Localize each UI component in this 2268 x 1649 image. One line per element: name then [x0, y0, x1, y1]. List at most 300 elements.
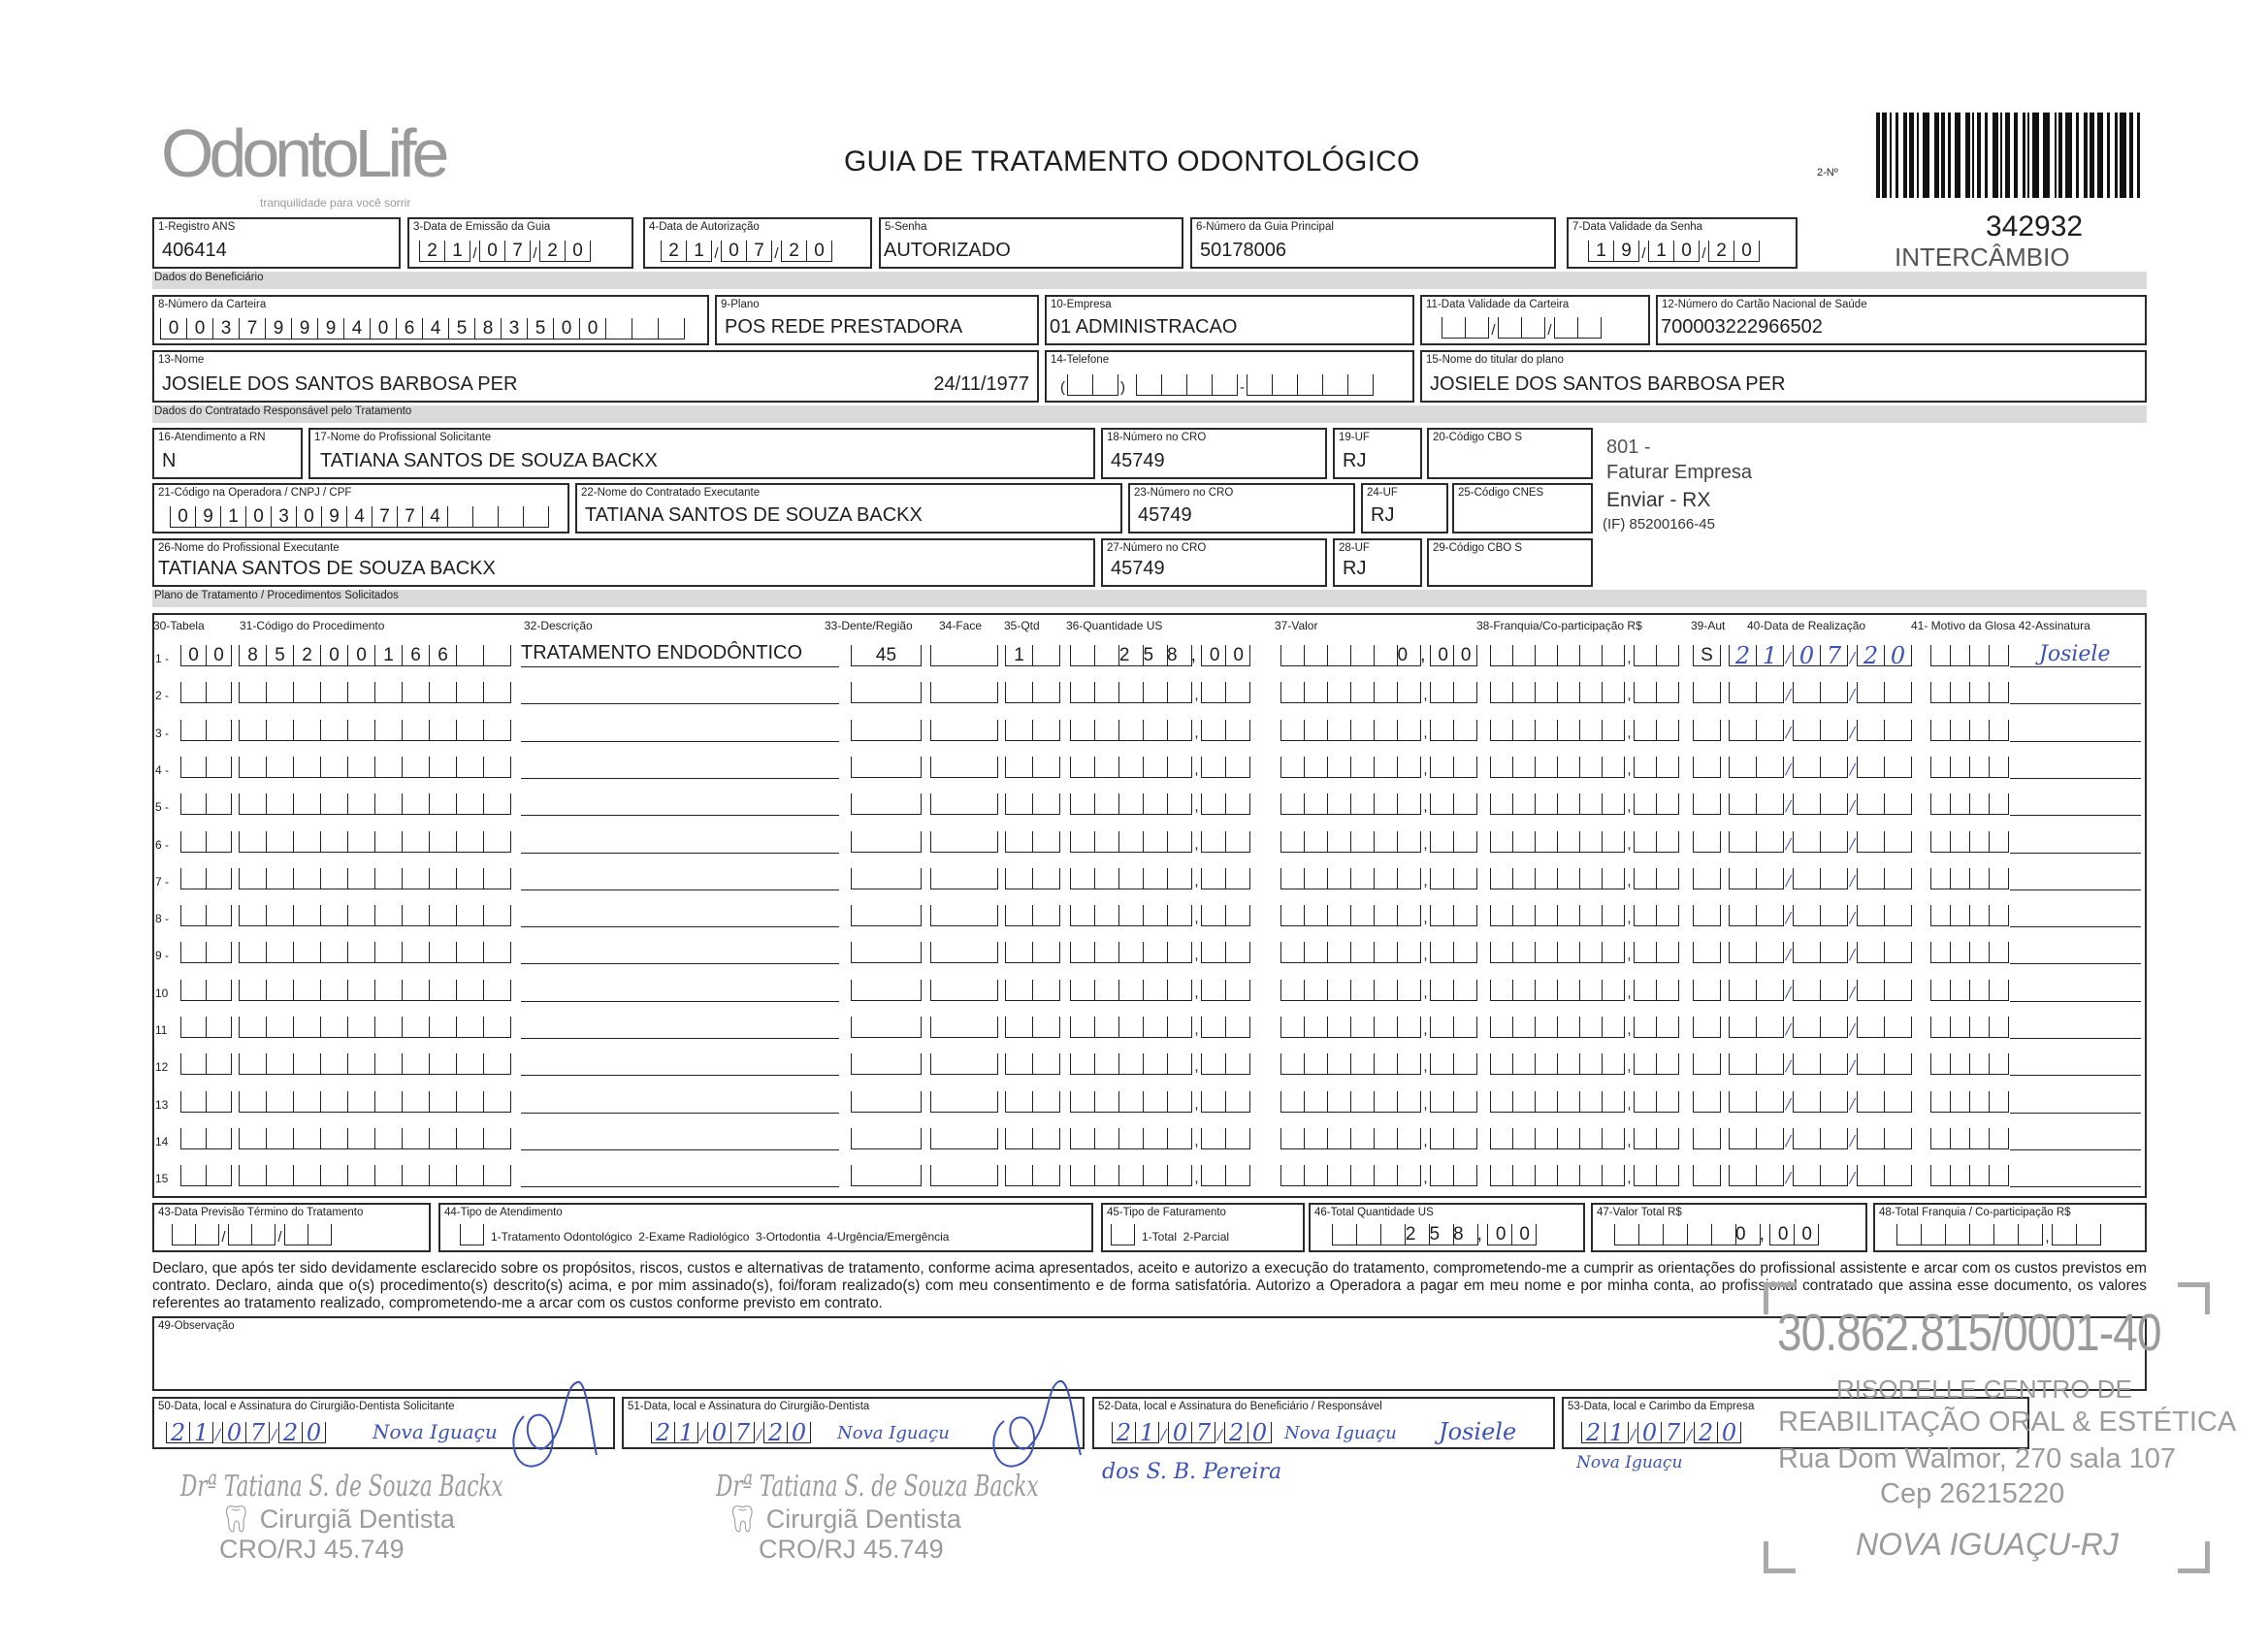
comb-cell: [1201, 831, 1225, 853]
field-label: 17-Nome do Profissional Solicitante: [314, 432, 492, 443]
comb-cell: [206, 757, 231, 778]
comb-cell: [1989, 1165, 2008, 1186]
procedure-row: [0, 828, 2268, 857]
comb-cell: [1535, 1165, 1557, 1186]
comb-cell: [1693, 1017, 1720, 1038]
procedure-qtd_us: [1070, 1017, 1250, 1038]
comb-cell: 2: [166, 1422, 189, 1443]
comb-cell: [1693, 1165, 1720, 1186]
procedure-valor: [1280, 793, 1477, 815]
tipo-faturamento-options: 1-Total 2-Parcial: [1142, 1230, 1230, 1244]
comb-cell: [206, 720, 231, 741]
comb-group: [160, 318, 685, 340]
comb-cell: [1793, 793, 1820, 815]
comb-cell: [180, 831, 206, 853]
comb-cell: 0: [479, 241, 504, 262]
date-separator: /: [1785, 946, 1792, 964]
comb-cell: [1005, 831, 1032, 853]
comb-cell: [1350, 682, 1374, 703]
field-label: 50-Data, local e Assinatura do Cirurgião-Dentista Solicitante: [158, 1401, 455, 1412]
comb-cell: [239, 1165, 266, 1186]
comb-cell: [180, 980, 206, 1001]
comb-cell: [1857, 1053, 1884, 1075]
comb-cell: [180, 793, 206, 815]
comb-cell: [1930, 1053, 1950, 1075]
field-label: 23-Número no CRO: [1134, 487, 1234, 499]
comb-group: [1693, 868, 1721, 889]
comb-group: [1793, 905, 1848, 926]
comb-cell: [1693, 1091, 1720, 1113]
comb-cell: 0: [1637, 1422, 1661, 1443]
comb-group: [1930, 1165, 2009, 1186]
comb-cell: 0: [806, 241, 831, 262]
comb-cell: [1512, 1017, 1535, 1038]
comb-group: [1857, 682, 1912, 703]
comb-cell: [1820, 905, 1847, 926]
comb-cell: [1490, 980, 1512, 1001]
barcode-bar: [2115, 113, 2118, 198]
comb-cell: [1201, 1017, 1225, 1038]
comb-cell: [1512, 1053, 1535, 1075]
comb-cell: [1304, 942, 1327, 963]
comb-cell: [374, 720, 402, 741]
procedure-qtd: [1005, 1017, 1060, 1038]
procedure-tabela: [180, 980, 232, 1001]
comb-cell: [374, 1165, 402, 1186]
comb-cell: [1756, 1091, 1783, 1113]
comb-group: [1280, 1017, 1421, 1038]
comb-group: [1070, 980, 1192, 1001]
comb-cell: [1032, 831, 1059, 853]
comb-cell: [1989, 1017, 2008, 1038]
comb-cell: [293, 1165, 320, 1186]
comb-cell: [1143, 980, 1167, 1001]
comb-cell: [228, 1224, 251, 1245]
comb-cell: [1374, 831, 1397, 853]
comb-cell: 1: [686, 241, 711, 262]
comb-cell: [402, 720, 429, 741]
signature-date: [166, 1419, 326, 1446]
procedure-descricao: [521, 1125, 839, 1150]
comb-cell: 9: [1613, 241, 1638, 262]
comb-cell: [605, 318, 632, 340]
comb-group: [1430, 1165, 1477, 1186]
comb-cell: [1350, 720, 1374, 741]
procedure-qtd: [1005, 682, 1060, 703]
decimal-separator: ,: [1194, 1021, 1199, 1038]
comb-cell: [293, 1053, 320, 1075]
comb-cell: [1896, 1224, 1921, 1245]
comb-value: 0,00: [1397, 645, 1484, 665]
decimal-separator: ,: [1194, 947, 1199, 964]
comb-group: [239, 1128, 511, 1149]
procedure-row: [0, 1125, 2268, 1154]
comb-group: [1430, 942, 1477, 963]
comb-group: [1729, 720, 1784, 741]
comb-cell: [1374, 980, 1397, 1001]
comb-cell: [1201, 868, 1225, 889]
procedure-glosa: [1930, 757, 2009, 778]
comb-cell: [1602, 1165, 1624, 1186]
procedure-descricao: [521, 1051, 839, 1076]
comb-cell: [1094, 1017, 1118, 1038]
comb-group: [1930, 831, 2009, 853]
field-value: RJ: [1371, 504, 1395, 526]
decimal-separator: ,: [1423, 1132, 1428, 1149]
barcode-bar: [1965, 113, 1970, 198]
field-uf-24: [1361, 483, 1448, 534]
comb-cell: [1430, 1017, 1453, 1038]
comb-group: [239, 757, 511, 778]
comb-cell: [1756, 831, 1783, 853]
comb-cell: [1327, 793, 1350, 815]
comb-cell: [1167, 868, 1191, 889]
comb-cell: [1350, 942, 1374, 963]
comb-cell: [1969, 720, 1989, 741]
comb-cell: [1070, 1091, 1094, 1113]
comb-cell: [180, 1053, 206, 1075]
field-cartao-nacional: [1656, 295, 2147, 345]
comb-group: [1930, 1091, 2009, 1113]
date-separator: /: [1785, 686, 1792, 704]
field-value: 45749: [1111, 450, 1165, 471]
procedure-data: [1729, 1165, 1912, 1186]
comb-cell: [239, 868, 266, 889]
comb-group: [239, 942, 511, 963]
comb-group: [239, 720, 511, 741]
row-number: 6 -: [155, 837, 170, 852]
procedure-signature: [2010, 939, 2141, 964]
comb-group: [1005, 720, 1060, 741]
barcode-bar: [1955, 113, 1960, 198]
comb-cell: [1225, 831, 1249, 853]
comb-group: [1490, 682, 1625, 703]
comb-group: [1857, 980, 1912, 1001]
comb-cell: [347, 980, 374, 1001]
comb-group: [1930, 793, 2009, 815]
date-separator: /: [1491, 322, 1496, 339]
comb-group: [1430, 1017, 1477, 1038]
tooth-icon: 🦷︎: [726, 1504, 766, 1534]
barcode-bar: [1882, 113, 1887, 198]
comb-cell: [1820, 831, 1847, 853]
field-label: 52-Data, local e Assinatura do Beneficiário / Responsável: [1098, 1401, 1382, 1412]
comb-cell: [402, 1165, 429, 1186]
comb-group: [1201, 1091, 1250, 1113]
comb-cell: [1201, 1091, 1225, 1113]
comb-cell: [1032, 645, 1059, 666]
field-valor-total: [1591, 1203, 1867, 1252]
signature-date: [1581, 1419, 1741, 1446]
company-stamp: [1764, 1282, 2237, 1573]
comb-group: [1693, 793, 1721, 815]
comb-cell: [472, 506, 498, 528]
procedure-aut: [1693, 1091, 1721, 1113]
comb-cell: [1884, 905, 1911, 926]
comb-cell: [1143, 942, 1167, 963]
comb-cell: [402, 868, 429, 889]
field-cro-27: [1101, 538, 1327, 587]
comb-cell: [1930, 1165, 1950, 1186]
procedure-dente: [851, 905, 922, 926]
field-validade-senha: [1567, 217, 1798, 269]
comb-cell: [1756, 868, 1783, 889]
comb-cell: [1656, 831, 1678, 853]
comb-cell: 1: [674, 1422, 697, 1443]
comb-cell: [483, 682, 510, 703]
comb-cell: [1070, 1128, 1094, 1149]
comb-cell: [1989, 831, 2008, 853]
comb-cell: 0: [707, 1422, 730, 1443]
paren: (: [1060, 379, 1065, 396]
comb-cell: [1602, 905, 1624, 926]
comb-group: [239, 1091, 511, 1113]
comb-cell: [1793, 1091, 1820, 1113]
comb-cell: [1490, 868, 1512, 889]
comb-cell: [1820, 682, 1847, 703]
comb-cell: [1490, 682, 1512, 703]
procedure-data: [1729, 980, 1912, 1001]
barcode-bar: [1977, 113, 1981, 198]
comb-cell: [1327, 1128, 1350, 1149]
comb-cell: [1005, 1053, 1032, 1075]
field-label: 43-Data Previsão Término do Tratamento: [158, 1207, 364, 1218]
comb-cell: [1356, 1224, 1380, 1245]
comb-cell: [374, 1053, 402, 1075]
procedure-tabela: [180, 831, 232, 853]
comb-cell: [1602, 757, 1624, 778]
comb-cell: [2052, 1224, 2076, 1245]
comb-cell: [1884, 682, 1911, 703]
comb-cell: [1512, 942, 1535, 963]
comb-cell: [293, 831, 320, 853]
comb-group: [239, 1017, 511, 1038]
comb-cell: [1512, 1091, 1535, 1113]
comb-cell: [483, 1165, 510, 1186]
comb-cell: [1756, 942, 1783, 963]
comb-cell: 2: [763, 1422, 787, 1443]
date-separator: /: [1849, 834, 1856, 853]
field-label: 16-Atendimento a RN: [158, 432, 266, 443]
comb-cell: [1397, 868, 1420, 889]
comb-cell: [456, 980, 483, 1001]
field-contratado-executante: [575, 483, 1122, 534]
comb-cell: [1884, 831, 1911, 853]
comb-cell: [1005, 682, 1032, 703]
comb-cell: [1579, 793, 1602, 815]
procedure-codigo: [239, 1053, 511, 1075]
comb-cell: [1512, 757, 1535, 778]
comb-group: [1634, 793, 1679, 815]
comb-group: [1201, 980, 1250, 1001]
procedure-dente: [851, 1053, 922, 1075]
comb-cell: [1430, 831, 1453, 853]
paren: ): [1120, 379, 1125, 396]
comb-cell: [239, 1017, 266, 1038]
comb-group: [1857, 1091, 1912, 1113]
date-comb: [661, 241, 832, 262]
procedure-tabela: [180, 757, 232, 778]
comb-cell: 0: [1717, 1422, 1740, 1443]
field-empresa: [1045, 295, 1414, 345]
comb-cell: [456, 1165, 483, 1186]
field-label: 46-Total Quantidade US: [1314, 1207, 1434, 1218]
comb-cell: 1: [374, 645, 402, 666]
comb-cell: [1557, 980, 1579, 1001]
procedure-qtd: [1005, 793, 1060, 815]
comb-cell: [239, 942, 266, 963]
comb-cell: [1579, 645, 1602, 666]
date-separator: /: [1849, 909, 1856, 927]
comb-group: [180, 980, 232, 1001]
comb-group: [1857, 1128, 1912, 1149]
comb-cell: [1602, 1017, 1624, 1038]
comb-cell: [1656, 1165, 1678, 1186]
comb-cell: [1350, 1017, 1374, 1038]
procedure-descricao: TRATAMENTO ENDODÔNTICO: [521, 642, 839, 667]
decimal-separator: ,: [1627, 798, 1632, 816]
comb-group: [1793, 1053, 1848, 1075]
field-codigo-operadora: [152, 483, 569, 534]
comb-cell: 2: [539, 241, 565, 262]
comb-group: [1005, 905, 1060, 926]
comb-cell: 1: [1135, 1422, 1158, 1443]
comb-group: [1430, 720, 1477, 741]
procedure-dente: [851, 793, 922, 815]
comb-group: [1201, 720, 1250, 741]
comb-cell: [498, 506, 523, 528]
comb-cell: 0: [1793, 645, 1820, 666]
comb-group: [1005, 980, 1060, 1001]
comb-cell: [1950, 757, 1969, 778]
procedure-glosa: [1930, 1053, 2009, 1075]
procedure-signature: [2010, 679, 2141, 704]
comb-cell: [1950, 1165, 1969, 1186]
comb-group: [239, 1165, 511, 1186]
procedure-valor: [1280, 980, 1477, 1001]
comb-cell: [1950, 793, 1969, 815]
total-us-comb: [1332, 1224, 1543, 1245]
procedure-row: [0, 1051, 2268, 1080]
comb-cell: [402, 1017, 429, 1038]
procedure-aut: [1693, 831, 1721, 853]
comb-cell: [1512, 1128, 1535, 1149]
field-label: 20-Código CBO S: [1433, 432, 1523, 443]
comb-cell: [1167, 720, 1191, 741]
comb-cell: [483, 831, 510, 853]
decimal-separator: ,: [1423, 984, 1428, 1001]
procedure-signature: [2010, 717, 2141, 742]
comb-cell: [1280, 1165, 1304, 1186]
comb-cell: [239, 831, 266, 853]
comb-cell: [180, 1165, 206, 1186]
procedure-data: [1729, 642, 1912, 669]
comb-group: [1634, 942, 1679, 963]
comb-cell: [1070, 645, 1094, 666]
procedure-tabela: [180, 1128, 232, 1149]
comb-cell: [1512, 1165, 1535, 1186]
decimal-separator: ,: [1194, 835, 1199, 853]
comb-cell: [1327, 1017, 1350, 1038]
comb-cell: [1820, 1053, 1847, 1075]
signature-place: Nova Iguaçu: [373, 1420, 498, 1443]
comb-group: [1793, 942, 1848, 963]
date-separator: /: [1849, 686, 1856, 704]
comb-cell: [1634, 868, 1656, 889]
row-number: 2 -: [155, 689, 170, 703]
procedure-aut: [1693, 682, 1721, 703]
procedure-valor: [1280, 1128, 1477, 1149]
procedure-data: [1729, 942, 1912, 963]
comb-cell: [1820, 1165, 1847, 1186]
procedure-signature: [2010, 1125, 2141, 1150]
comb-group: [1168, 1419, 1215, 1446]
comb-cell: [1453, 757, 1476, 778]
comb-group: [1634, 980, 1679, 1001]
comb-cell: [1729, 868, 1756, 889]
comb-cell: [483, 793, 510, 815]
comb-cell: 1: [1648, 241, 1673, 262]
barcode-bar: [2065, 113, 2072, 198]
field-value: 45749: [1138, 504, 1192, 526]
comb-cell: [1118, 868, 1143, 889]
comb-group: [1490, 1165, 1625, 1186]
comb-cell: [1693, 905, 1720, 926]
comb-group: [763, 1419, 811, 1446]
comb-cell: [402, 682, 429, 703]
comb-group: [1070, 868, 1192, 889]
date-separator: /: [1641, 245, 1646, 262]
comb-group: [1490, 1128, 1625, 1149]
comb-group: [1930, 905, 2009, 926]
comb-cell: [1005, 1165, 1032, 1186]
note-line-3: Enviar - RX: [1606, 489, 1711, 511]
comb-cell: [1557, 1017, 1579, 1038]
comb-cell: [1304, 757, 1327, 778]
comb-cell: [1930, 682, 1950, 703]
comb-cell: [1322, 374, 1347, 396]
comb-group: [1729, 831, 1784, 853]
comb-cell: [1070, 757, 1094, 778]
date-separator: /: [1849, 649, 1856, 666]
procedure-valor: [1280, 720, 1477, 741]
comb-cell: [206, 1091, 231, 1113]
comb-cell: [1634, 1017, 1656, 1038]
comb-cell: [1535, 682, 1557, 703]
comb-cell: [1969, 1224, 1993, 1245]
field-label: 44-Tipo de Atendimento: [444, 1207, 563, 1218]
comb-cell: [1304, 1128, 1327, 1149]
comb-cell: [1032, 980, 1059, 1001]
field-cbo-20: [1427, 428, 1593, 479]
comb-cell: [1304, 793, 1327, 815]
comb-cell: 7: [239, 318, 265, 340]
decimal-separator: ,: [2045, 1229, 2050, 1245]
procedure-row: [0, 939, 2268, 968]
comb-group: [1430, 1091, 1477, 1113]
procedure-signature: [2010, 1088, 2141, 1114]
comb-cell: [1656, 757, 1678, 778]
comb-cell: [1579, 1128, 1602, 1149]
comb-cell: [1921, 1224, 1945, 1245]
procedure-franquia: [1490, 980, 1679, 1001]
comb-cell: [429, 1165, 456, 1186]
comb-cell: [1884, 980, 1911, 1001]
comb-group: [1201, 757, 1250, 778]
comb-cell: [1272, 374, 1297, 396]
comb-cell: [402, 905, 429, 926]
comb-cell: [1930, 645, 1950, 666]
